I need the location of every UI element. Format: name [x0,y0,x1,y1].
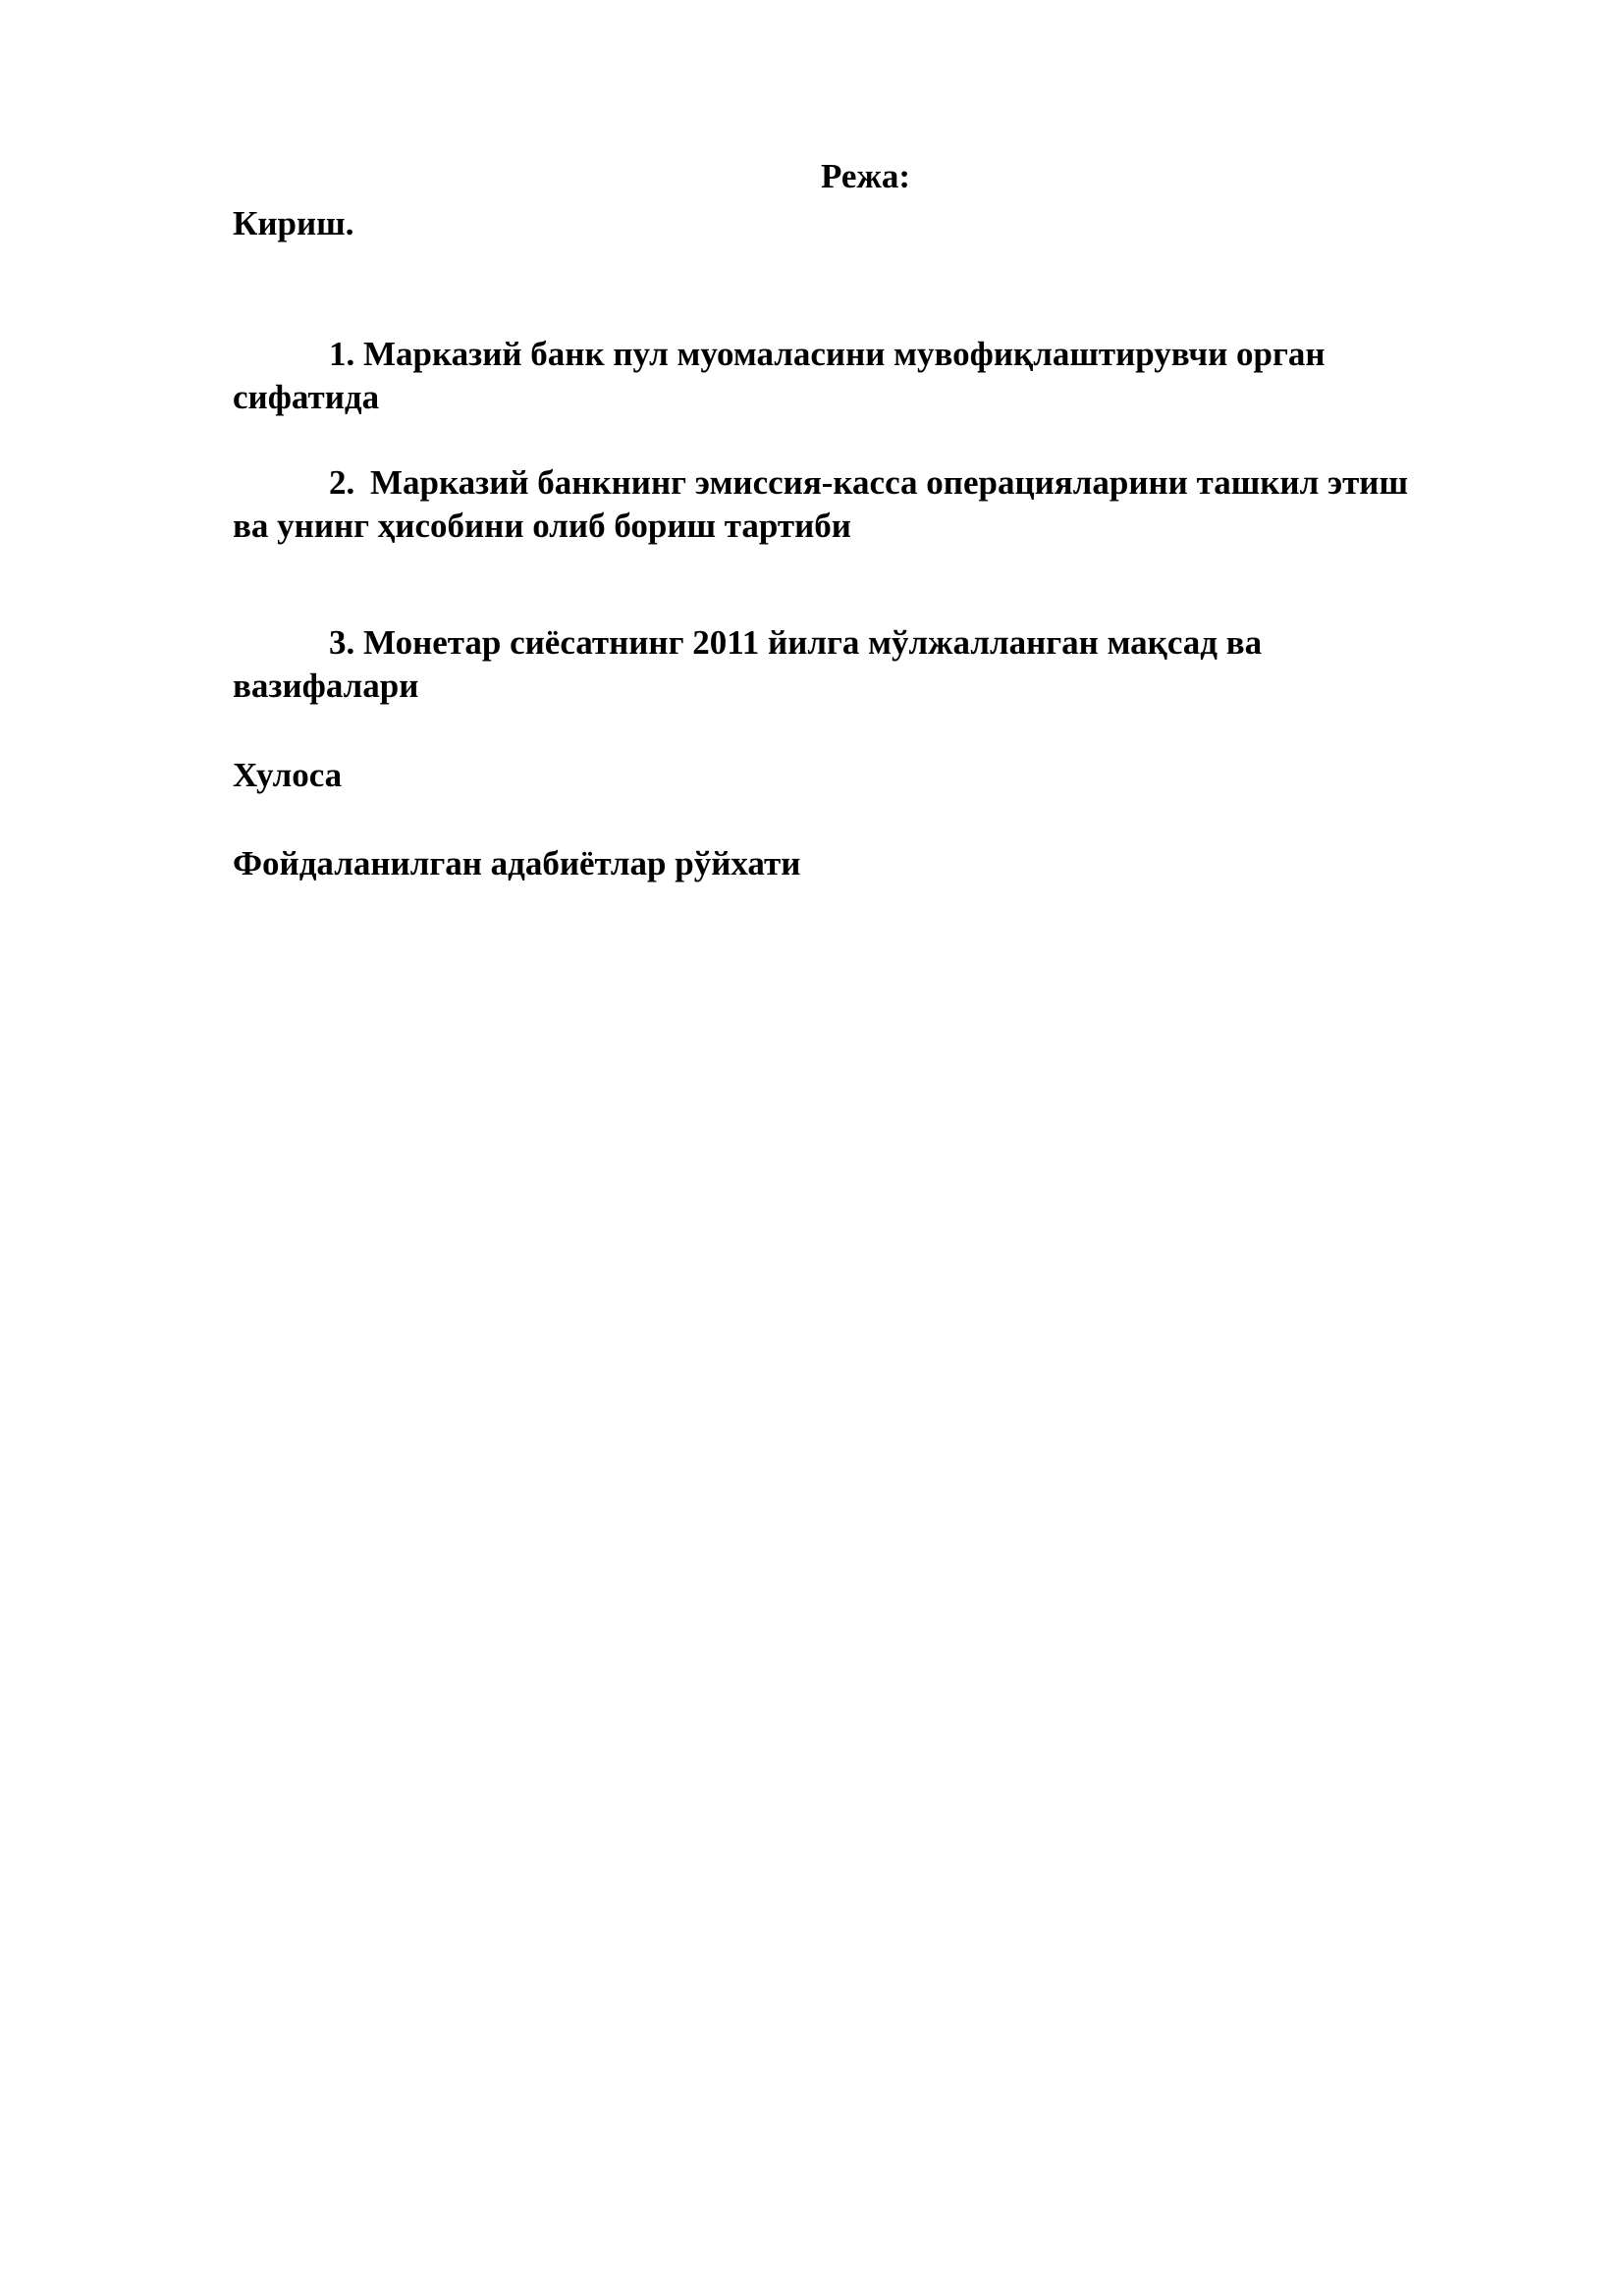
conclusion-heading: Хулоса [233,756,343,794]
intro-heading: Кириш. [233,204,354,242]
plan-item-number: 3. [329,623,355,662]
plan-item-text: Марказий банкнинг эмиссия-касса операцияларини ташкил этиш ва унинг ҳисобини олиб бориш тартиби [233,463,1408,545]
references-heading: Фойдаланилган адабиётлар рўйхати [233,844,801,882]
plan-item-number: 2. [329,463,355,502]
plan-item-text: Марказий банк пул муомаласини мувофиқлаштирувчи орган сифатида [233,335,1326,416]
plan-item-text: Монетар сиёсатнинг 2011 йилга мўлжалланган мақсад ва вазифалари [233,623,1263,705]
plan-title: Режа: [821,157,910,195]
plan-item-1 [233,333,1450,419]
plan-item-number: 1. [329,335,355,373]
plan-item-3 [233,621,1450,708]
plan-item-2 [233,461,1450,548]
